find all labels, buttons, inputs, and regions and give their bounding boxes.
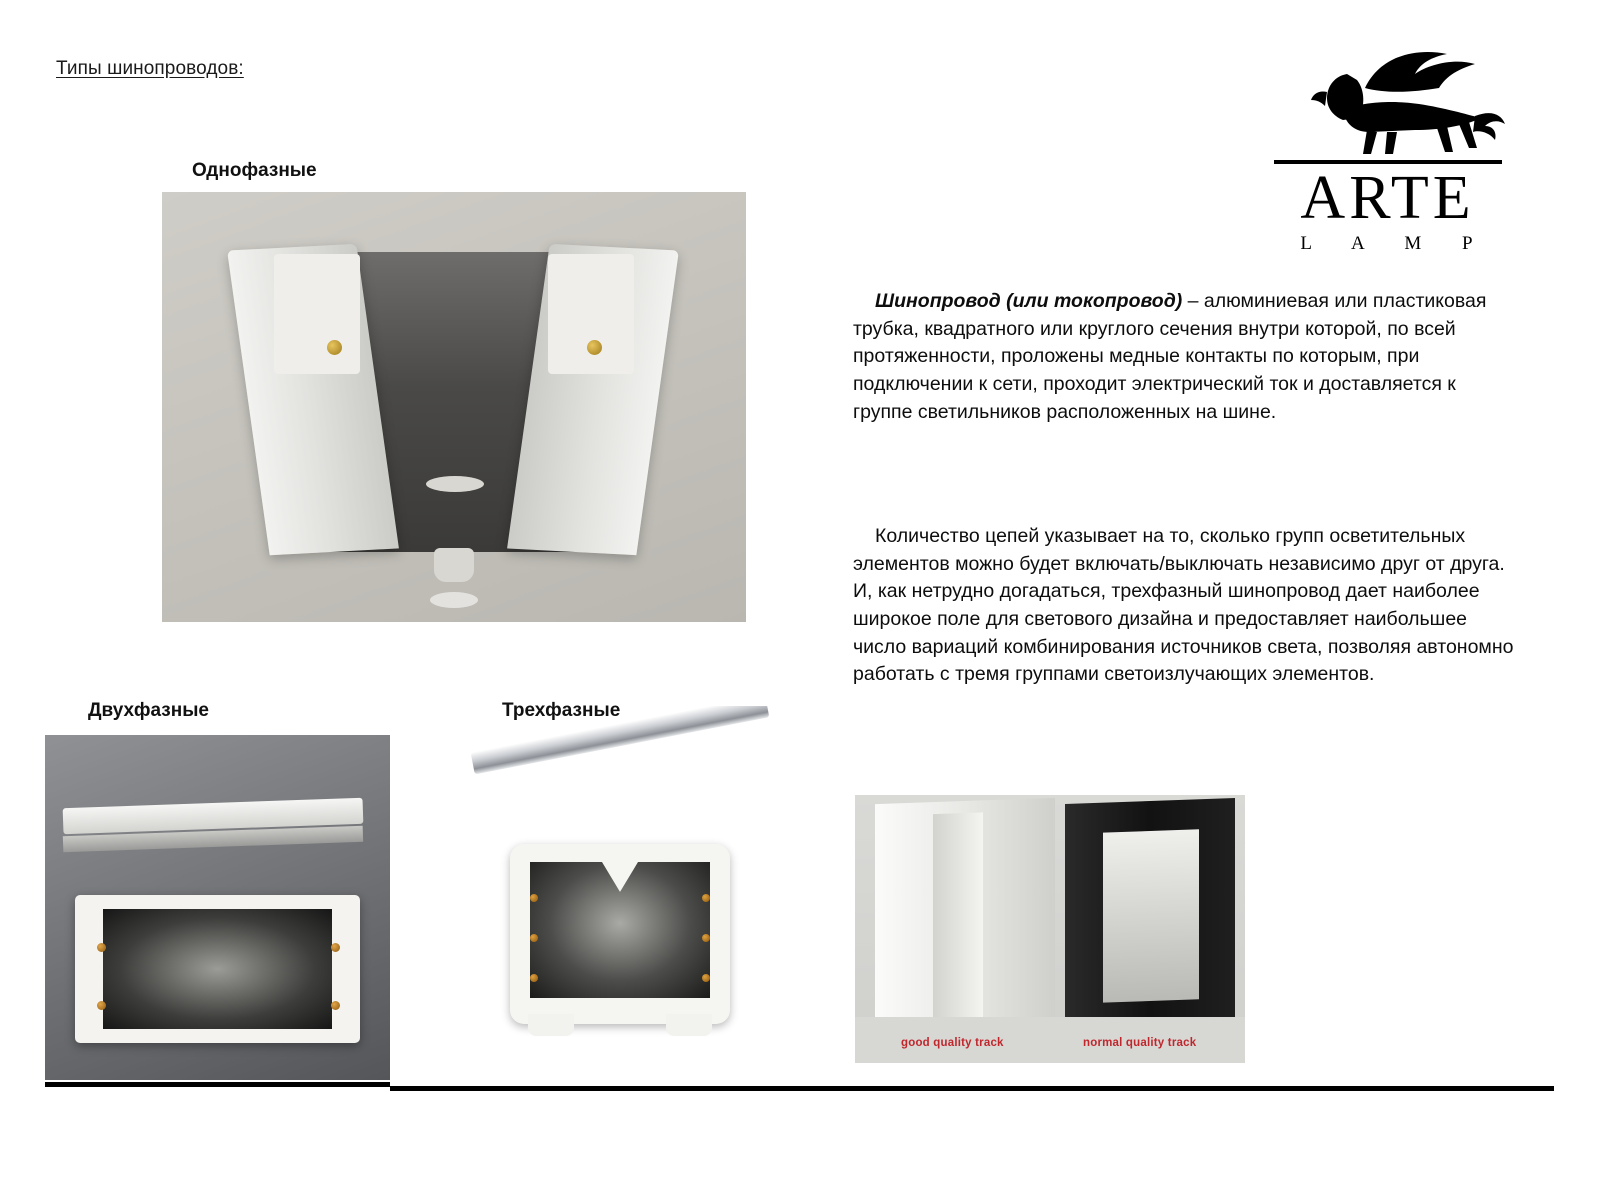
paragraph-definition: [853, 288, 1518, 426]
normal-quality-track-image: [1065, 798, 1235, 1032]
caption-single-phase: Однофазные: [192, 160, 317, 181]
caption-double-phase: Двухфазные: [88, 700, 209, 721]
copper-contact: [530, 934, 538, 942]
copper-contact: [97, 1001, 106, 1010]
copper-contact-right: [587, 340, 602, 355]
photo-double-phase-track: [45, 735, 390, 1080]
caption-triple-phase: Трехфазные: [502, 700, 621, 721]
normal-quality-label: normal quality track: [1083, 1037, 1197, 1049]
copper-contact: [331, 1001, 340, 1010]
copper-contact: [530, 974, 538, 982]
track-cavity: [530, 862, 710, 998]
copper-contact: [97, 943, 106, 952]
logo-subtext: L A M P: [1300, 233, 1491, 255]
track-notch-lower: [430, 592, 478, 608]
page-title: Типы шинопроводов:: [56, 58, 244, 79]
logo-wordmark: ARTE: [1300, 164, 1475, 232]
good-quality-track-image: [875, 798, 1055, 1032]
brand-logo: [1265, 48, 1510, 278]
copper-contact-left: [327, 340, 342, 355]
track-notch-middle: [434, 548, 474, 582]
track-insulator-left: [274, 254, 360, 374]
copper-contact: [702, 894, 710, 902]
paragraph-definition-body: – алюминиевая или пластиковая трубка, квадратного или круглого сечения внутри которой, по всей протяженности, проложены медные контакты по которым, при подключении к сети, проходит электрический ток и доставляется к группе светильников расположенных на шине.: [853, 290, 1487, 423]
copper-contact: [702, 974, 710, 982]
track-cavity: [103, 909, 332, 1029]
photo-single-phase-track: [162, 192, 746, 622]
griffin-icon: [1269, 48, 1507, 158]
copper-contact: [331, 943, 340, 952]
track-insulator-right: [548, 254, 634, 374]
track-slot: [933, 812, 983, 1024]
track-cross-section: [510, 844, 730, 1024]
good-quality-label: good quality track: [901, 1037, 1004, 1049]
photo-triple-phase-track: [448, 706, 778, 1076]
track-notch-upper: [426, 476, 484, 492]
photo-quality-comparison: [855, 795, 1245, 1063]
footer-rule-left: [45, 1082, 390, 1087]
paragraph-lead-term: Шинопровод (или токопровод): [875, 290, 1183, 312]
track-foot-right: [666, 1014, 712, 1036]
paragraph-circuits: Количество цепей указывает на то, сколько групп осветительных элементов можно будет включать/выключать независимо друг от друга. И, как нетрудно догадаться, трехфазный шинопровод дает наиболее широкое поле для светового дизайна и предоставляет наибольшее число вариаций комбинирования источников света, позволяя автономно работать с тремя группами светоизлучающих элементов.: [853, 525, 1514, 686]
track-cross-section: [75, 895, 360, 1043]
copper-contact: [702, 934, 710, 942]
track-rod: [471, 706, 770, 774]
footer-rule-right: [390, 1086, 1554, 1091]
copper-contact: [530, 894, 538, 902]
track-slot: [1103, 829, 1199, 1002]
track-foot-left: [528, 1014, 574, 1036]
